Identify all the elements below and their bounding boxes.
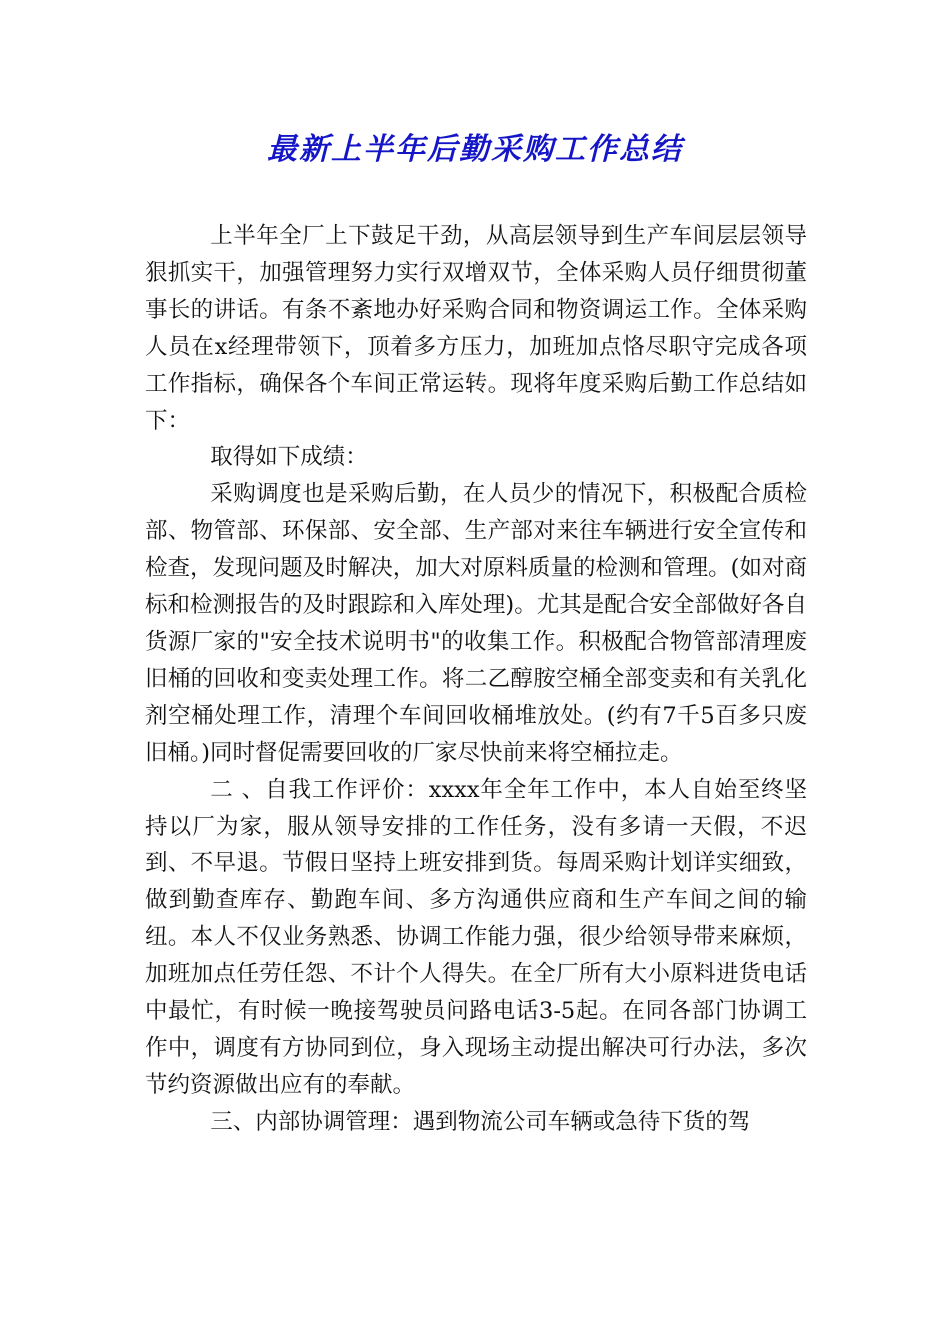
paragraph-achievements-heading: 取得如下成绩： <box>210 444 368 471</box>
paragraph-internal-coordination: 三、内部协调管理：遇到物流公司车辆或急待下货的驾 <box>210 1108 751 1135</box>
paragraph-self-evaluation: 二 、自我工作评价：xxxx年全年工作中，本人自始至终坚持以厂为家，服从领导安排的工作任务，没有多请一天假，不迟到、不早退。节假日坚持上班安排到货。每周采购计划详实细致，做到勤查库存、勤跑车间、多方沟通供应商和生产车间之间的输纽。本人不仅业务熟悉、协调工作能力强，很少给领导带来麻烦，加班加点任劳任怨、不计个人得失。在全厂所有大小原料进货电话中最忙，有时候一晚接驾驶员问路电话3-5起。在同各部门协调工作中，调度有方协同到位，身入现场主动提出解决可行办法，多次节约资源做出应有的奉献。 <box>145 776 807 1098</box>
paragraph-intro: 上半年全厂上下鼓足干劲，从高层领导到生产车间层层领导狠抓实干，加强管理努力实行双增双节，全体采购人员仔细贯彻董事长的讲话。有条不紊地办好采购合同和物资调运工作。全体采购人员在x经理带领下，顶着多方压力，加班加点恪尽职守完成各项工作指标，确保各个车间正常运转。现将年度采购后勤工作总结如下： <box>145 223 807 434</box>
document-body <box>145 218 807 1141</box>
document-title: 最新上半年后勤采购工作总结 <box>267 132 683 167</box>
paragraph-procurement-dispatch: 采购调度也是采购后勤，在人员少的情况下，积极配合质检部、物管部、环保部、安全部、生产部对来往车辆进行安全宣传和检查，发现问题及时解决，加大对原料质量的检测和管理。(如对商标和检测报告的及时跟踪和入库处理)。尤其是配合安全部做好各自货源厂家的"安全技术说明书"的收集工作。积极配合物管部清理废旧桶的回收和变卖处理工作。将二乙醇胺空桶全部变卖和有关乳化剂空桶处理工作，清理个车间回收桶堆放处。(约有7千5百多只废旧桶。)同时督促需要回收的厂家尽快前来将空桶拉走。 <box>145 481 807 766</box>
